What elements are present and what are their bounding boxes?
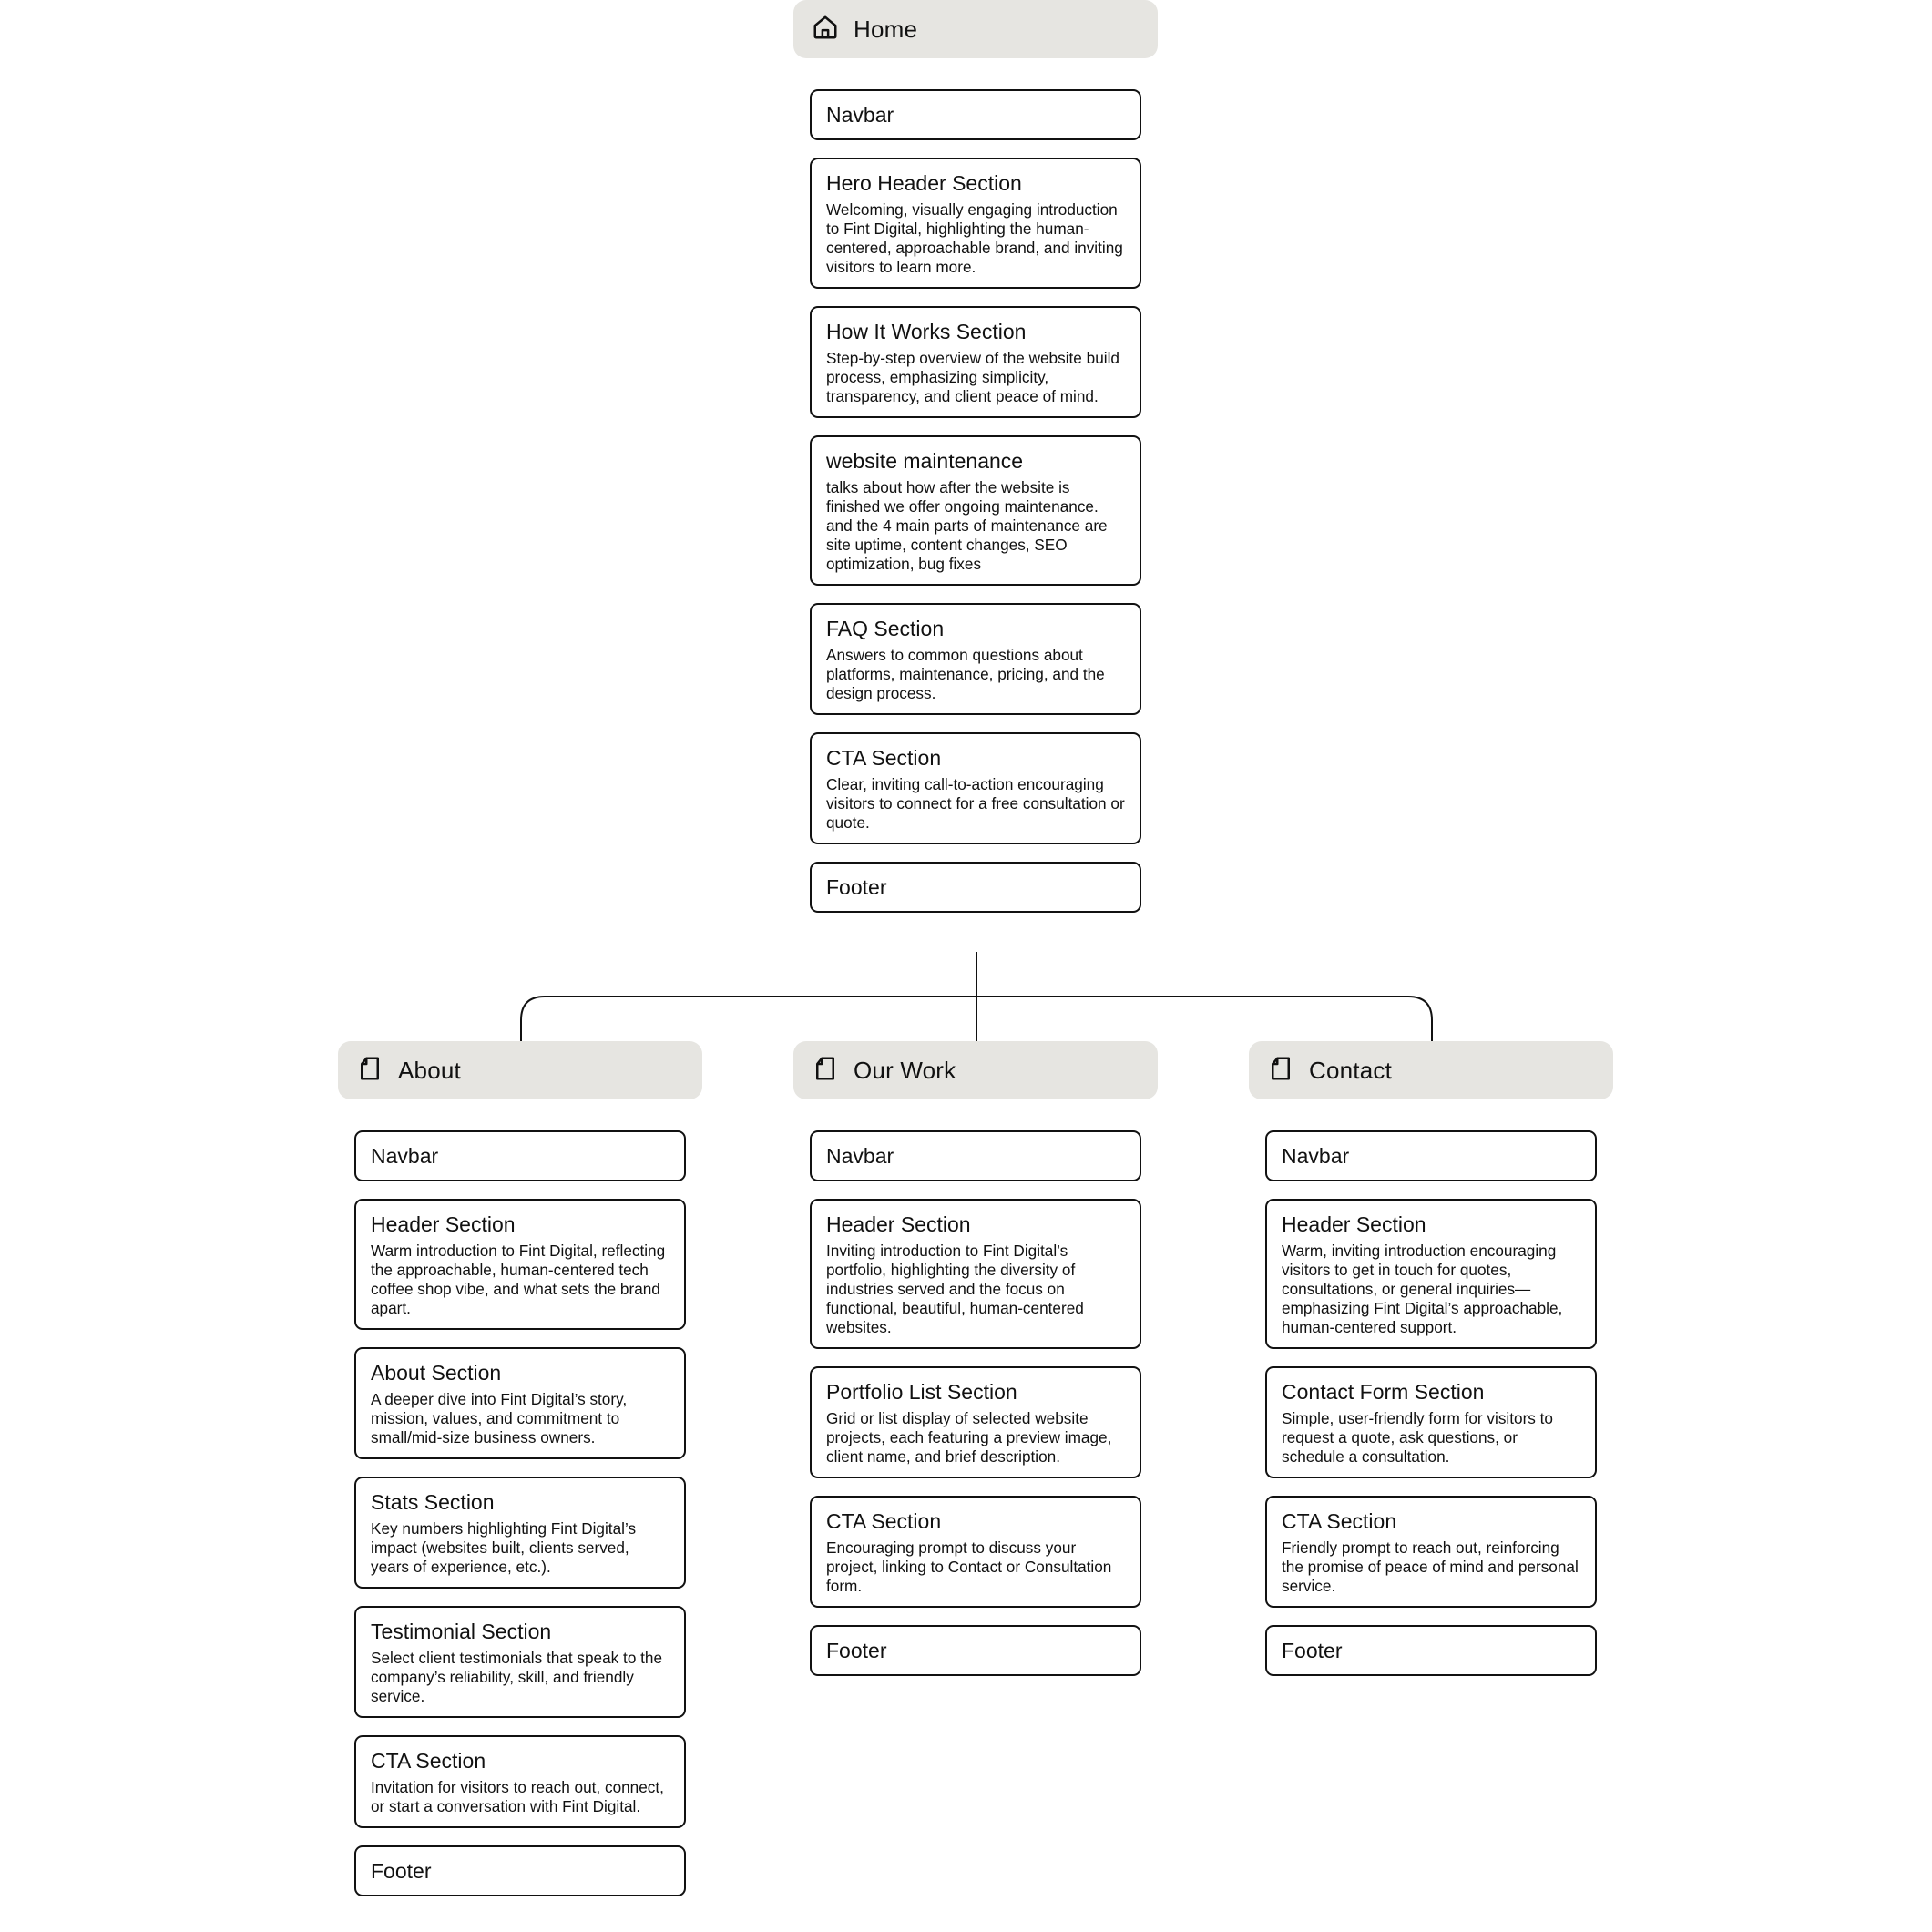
section-description: Welcoming, visually engaging introduction to Fint Digital, highlighting the human-centered, approachable brand, and inviting visitors to learn more. (826, 200, 1123, 276)
page-title-home: Home (854, 15, 918, 43)
page-title-our-work: Our Work (854, 1056, 956, 1084)
section-title: Testimonial Section (371, 1620, 552, 1643)
section-description: Answers to common questions about platforms, maintenance, pricing, and the design process. (826, 646, 1105, 702)
section-card (1265, 1496, 1597, 1608)
section-description: Warm introduction to Fint Digital, reflecting the approachable, human-centered tech coffee shop vibe, and what sets the brand apart. (371, 1242, 666, 1317)
branch-right (976, 997, 1432, 1041)
section-title: website maintenance (826, 449, 1024, 473)
about-sections (354, 1130, 686, 1914)
section-card (810, 1130, 1141, 1181)
section-description: Key numbers highlighting Fint Digital’s impact (websites built, clients served, years of experience, etc.). (371, 1519, 637, 1576)
section-card (810, 603, 1141, 715)
section-title: Navbar (1282, 1144, 1350, 1168)
section-title: Stats Section (371, 1490, 495, 1514)
home-sections (810, 89, 1141, 930)
section-description: Friendly prompt to reach out, reinforcing the promise of peace of mind and personal service. (1282, 1538, 1579, 1595)
section-description: Encouraging prompt to discuss your project, linking to Contact or Consultation form. (826, 1538, 1112, 1595)
home-icon (812, 14, 839, 46)
section-card (354, 1199, 686, 1330)
branch-left (521, 997, 976, 1041)
section-title: CTA Section (826, 1509, 942, 1533)
section-title: FAQ Section (826, 617, 945, 640)
page-icon (356, 1055, 383, 1087)
section-title: Contact Form Section (1282, 1380, 1485, 1404)
section-card (354, 1477, 686, 1589)
section-title: Footer (826, 875, 887, 899)
section-title: Header Section (371, 1212, 516, 1236)
page-header-about (338, 1041, 702, 1099)
section-description: A deeper dive into Fint Digital’s story, mission, values, and commitment to small/mid-size business owners. (371, 1390, 628, 1446)
section-title: How It Works Section (826, 320, 1027, 343)
section-description: Clear, inviting call-to-action encouraging visitors to connect for a free consultation or quote. (826, 775, 1125, 832)
section-card (810, 1625, 1141, 1676)
section-card (810, 862, 1141, 913)
section-description: Warm, inviting introduction encouraging visitors to get in touch for quotes, consultations, or general inquiries—emphasizing Fint Digital’s approachable, human-centered support. (1282, 1242, 1563, 1336)
section-title: Portfolio List Section (826, 1380, 1017, 1404)
section-description: Invitation for visitors to reach out, connect, or start a conversation with Fint Digital. (371, 1778, 664, 1815)
section-card (810, 158, 1141, 289)
page-title-about: About (398, 1056, 461, 1084)
section-description: Inviting introduction to Fint Digital’s portfolio, highlighting the diversity of industries served and the focus on functional, beautiful, human-centered websites. (826, 1242, 1084, 1336)
section-card (354, 1606, 686, 1718)
section-title: CTA Section (1282, 1509, 1397, 1533)
section-title: Hero Header Section (826, 171, 1022, 195)
section-title: Navbar (371, 1144, 439, 1168)
section-description: Grid or list display of selected website projects, each featuring a preview image, client name, and brief description. (826, 1409, 1112, 1466)
section-card (1265, 1199, 1597, 1349)
section-card (354, 1735, 686, 1828)
page-icon (1267, 1055, 1294, 1087)
our-work-sections (810, 1130, 1141, 1693)
section-title: Navbar (826, 1144, 894, 1168)
section-card (810, 1496, 1141, 1608)
section-title: Footer (1282, 1639, 1343, 1662)
section-title: Footer (826, 1639, 887, 1662)
section-card (810, 435, 1141, 586)
section-card (1265, 1625, 1597, 1676)
section-card (354, 1347, 686, 1459)
page-title-contact: Contact (1309, 1056, 1393, 1084)
section-title: Header Section (1282, 1212, 1426, 1236)
section-title: About Section (371, 1361, 502, 1385)
section-card (354, 1130, 686, 1181)
page-header-contact (1249, 1041, 1613, 1099)
section-description: talks about how after the website is finished we offer ongoing maintenance. and the 4 main parts of maintenance are site uptime, content changes, SEO optimization, bug fixes (826, 478, 1108, 573)
page-header-our-work (793, 1041, 1158, 1099)
section-card (810, 1199, 1141, 1349)
section-card (810, 732, 1141, 844)
section-card (810, 1366, 1141, 1478)
section-description: Select client testimonials that speak to the company’s reliability, skill, and friendly service. (371, 1649, 663, 1705)
section-card (810, 306, 1141, 418)
section-title: Header Section (826, 1212, 971, 1236)
page-header-home (793, 0, 1158, 58)
section-title: CTA Section (826, 746, 942, 770)
section-card (354, 1845, 686, 1896)
section-card (1265, 1130, 1597, 1181)
section-title: Navbar (826, 103, 894, 127)
section-title: CTA Section (371, 1749, 486, 1773)
section-description: Simple, user-friendly form for visitors to request a quote, ask questions, or schedule a consultation. (1282, 1409, 1553, 1466)
section-card (1265, 1366, 1597, 1478)
contact-sections (1265, 1130, 1597, 1693)
section-title: Footer (371, 1859, 432, 1883)
section-description: Step-by-step overview of the website build process, emphasizing simplicity, transparency, and client peace of mind. (826, 349, 1119, 405)
page-icon (812, 1055, 839, 1087)
section-card (810, 89, 1141, 140)
